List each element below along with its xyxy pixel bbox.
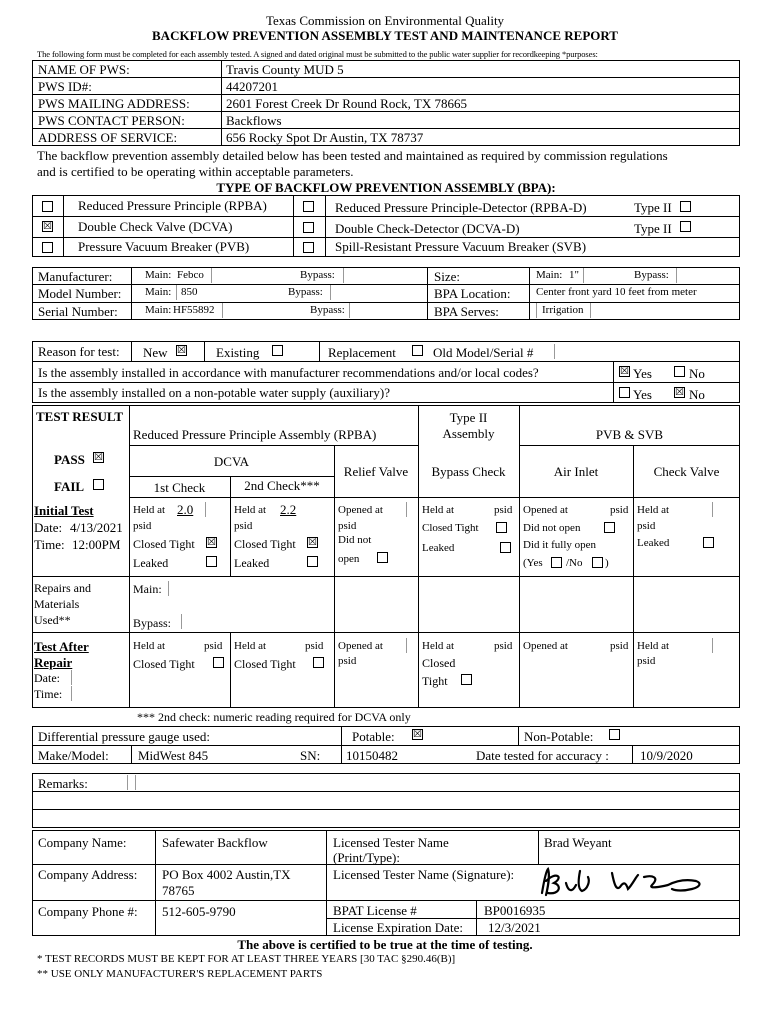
potable-checkbox[interactable]: ☒ xyxy=(413,729,422,740)
relief-did-not-open-checkbox[interactable] xyxy=(377,552,388,563)
size-main-value[interactable]: 1" xyxy=(569,269,579,281)
license-expiration-value[interactable]: 12/3/2021 xyxy=(488,920,541,935)
air-inlet-psid: psid xyxy=(610,504,629,516)
second-check-leaked-checkbox[interactable] xyxy=(307,556,318,567)
second-check-heading: 2nd Check*** xyxy=(244,478,320,493)
q2-yes-label: Yes xyxy=(633,387,652,402)
company-address-line1[interactable]: PO Box 4002 Austin,TX xyxy=(162,867,291,882)
air-inlet-no-label: /No xyxy=(566,557,583,569)
reason-existing-checkbox[interactable] xyxy=(272,345,283,356)
after-check-valve-psid: psid xyxy=(637,655,656,667)
make-model-value[interactable]: MidWest 845 xyxy=(138,748,209,763)
pass-checkbox[interactable]: ☒ xyxy=(94,452,103,463)
tester-signature xyxy=(536,863,716,901)
test-after-repair-line2: Repair xyxy=(34,655,73,670)
check-valve-leaked-checkbox[interactable] xyxy=(703,537,714,548)
service-address-label: ADDRESS OF SERVICE: xyxy=(38,130,178,145)
after-check-valve-held-label: Held at xyxy=(637,640,670,652)
first-check-closed-label: Closed Tight xyxy=(133,537,195,551)
test-result-label: TEST RESULT xyxy=(36,409,124,424)
q2-yes-checkbox[interactable] xyxy=(619,387,630,398)
model-main-value[interactable]: 850 xyxy=(181,286,198,298)
reason-replacement-label: Replacement xyxy=(328,345,396,360)
initial-time-value[interactable]: 12:00PM xyxy=(72,537,121,552)
dcva-d-type2-label: Type II xyxy=(634,221,672,236)
serial-bypass-label: Bypass: xyxy=(310,304,345,316)
test-after-repair-line1: Test After xyxy=(34,639,89,654)
relief-psid: psid xyxy=(338,520,357,532)
air-inlet-opened-label: Opened at xyxy=(523,504,568,516)
pws-mailing-label: PWS MAILING ADDRESS: xyxy=(38,96,190,111)
company-address-label: Company Address: xyxy=(38,867,138,882)
manufacturer-bypass-label: Bypass: xyxy=(300,269,335,281)
q1-yes-label: Yes xyxy=(633,366,652,381)
installation-question: Is the assembly installed in accordance with manufacturer recommendations and/or local codes? xyxy=(38,365,539,380)
relief-opened-label: Opened at xyxy=(338,504,383,516)
after-second-closed-checkbox[interactable] xyxy=(313,657,324,668)
reason-existing-label: Existing xyxy=(216,345,260,360)
first-check-leaked-checkbox[interactable] xyxy=(206,556,217,567)
manufacturer-label: Manufacturer: xyxy=(38,269,113,284)
manufacturer-main-label: Main: xyxy=(145,269,172,281)
dcva-d-type2-checkbox[interactable] xyxy=(680,221,691,232)
after-second-held-label: Held at xyxy=(234,640,267,652)
rpba-d-checkbox[interactable] xyxy=(303,201,314,212)
dcva-footnote: *** 2nd check: numeric reading required for DCVA only xyxy=(137,710,411,724)
first-check-psid: psid xyxy=(133,520,152,532)
bypass-held-label: Held at xyxy=(422,504,455,516)
after-second-closed-label: Closed Tight xyxy=(234,657,296,671)
pws-name-value: Travis County MUD 5 xyxy=(226,62,344,77)
bpa-location-label: BPA Location: xyxy=(434,286,511,301)
bpat-license-label: BPAT License # xyxy=(333,903,417,918)
sn-value[interactable]: 10150482 xyxy=(346,748,398,763)
model-bypass-label: Bypass: xyxy=(288,286,323,298)
bypass-check-heading: Bypass Check xyxy=(431,464,506,479)
after-bypass-closed-label: Closed xyxy=(422,656,456,670)
serial-main-label: Main: xyxy=(145,304,172,316)
manufacturer-main-value[interactable]: Febco xyxy=(177,269,204,281)
first-check-heading: 1st Check xyxy=(153,480,206,495)
pws-id-label: PWS ID#: xyxy=(38,79,92,94)
second-check-held-value[interactable]: 2.2 xyxy=(280,502,297,517)
size-main-label: Main: xyxy=(536,269,563,281)
air-inlet-no-checkbox[interactable] xyxy=(592,557,603,568)
relief-open-label: open xyxy=(338,553,360,565)
nonpotable-checkbox[interactable] xyxy=(609,729,620,740)
after-bypass-psid: psid xyxy=(494,640,513,652)
nonpotable-question: Is the assembly installed on a non-potable water supply (auxiliary)? xyxy=(38,385,390,400)
rpba-d-label: Reduced Pressure Principle-Detector (RPBA-D) xyxy=(335,200,587,215)
air-inlet-yes-no-close: ) xyxy=(605,557,609,569)
second-check-closed-label: Closed Tight xyxy=(234,537,296,551)
air-inlet-yes-checkbox[interactable] xyxy=(551,557,562,568)
certified-statement: The above is certified to be true at the time of testing. xyxy=(237,937,533,952)
pws-name-label: NAME OF PWS: xyxy=(38,62,130,77)
after-bypass-held-label: Held at xyxy=(422,640,455,652)
second-check-held-label: Held at xyxy=(234,504,267,516)
dcva-d-label: Double Check-Detector (DCVA-D) xyxy=(335,221,520,236)
relief-did-not-label: Did not xyxy=(338,534,372,546)
tester-signature-label: Licensed Tester Name (Signature): xyxy=(333,867,515,882)
serial-main-value[interactable]: HF55892 xyxy=(173,304,215,316)
pws-contact-value: Backflows xyxy=(226,113,282,128)
bpa-type-heading: TYPE OF BACKFLOW PREVENTION ASSEMBLY (BPA): xyxy=(216,180,556,195)
after-air-inlet-psid: psid xyxy=(610,640,629,652)
first-check-closed-checkbox[interactable]: ☒ xyxy=(207,537,216,548)
license-expiration-label: License Expiration Date: xyxy=(333,920,463,935)
tester-name-value[interactable]: Brad Weyant xyxy=(544,835,612,850)
accuracy-value[interactable]: 10/9/2020 xyxy=(640,748,693,763)
q2-no-label: No xyxy=(689,387,705,402)
reason-new-checkbox[interactable]: ☒ xyxy=(177,345,186,356)
dcva-heading: DCVA xyxy=(213,454,250,469)
svb-label: Spill-Resistant Pressure Vacuum Breaker (SVB) xyxy=(335,239,587,254)
bpa-location-value[interactable]: Center front yard 10 feet from meter xyxy=(536,286,697,298)
fail-checkbox[interactable] xyxy=(93,479,104,490)
initial-date-label: Date: xyxy=(34,520,63,535)
after-first-closed-label: Closed Tight xyxy=(133,657,195,671)
after-first-closed-checkbox[interactable] xyxy=(213,657,224,668)
serial-number-label: Serial Number: xyxy=(38,304,118,319)
fail-label: FAIL xyxy=(54,479,85,494)
reason-replacement-checkbox[interactable] xyxy=(412,345,423,356)
tester-name-label-line2: (Print/Type): xyxy=(333,850,400,865)
rpba-checkbox[interactable] xyxy=(42,201,53,212)
after-date-label: Date: xyxy=(34,671,60,685)
initial-date-value[interactable]: 4/13/2021 xyxy=(70,520,123,535)
bypass-leaked-label: Leaked xyxy=(422,542,455,554)
records-note: * TEST RECORDS MUST BE KEPT FOR AT LEAST THREE YEARS [30 TAC §290.46(B)] xyxy=(37,953,456,965)
potable-label: Potable: xyxy=(352,729,395,744)
dcva-d-checkbox[interactable] xyxy=(303,222,314,233)
after-time-label: Time: xyxy=(34,687,63,701)
reason-label: Reason for test: xyxy=(38,344,120,359)
agency-name: Texas Commission on Environmental Quality xyxy=(265,13,505,28)
air-inlet-heading: Air Inlet xyxy=(553,464,599,479)
q1-yes-checkbox[interactable]: ☒ xyxy=(620,366,629,377)
q1-no-checkbox[interactable] xyxy=(674,366,685,377)
q1-no-label: No xyxy=(689,366,705,381)
second-check-psid: psid xyxy=(234,520,253,532)
rpba-heading: Reduced Pressure Principle Assembly (RPBA) xyxy=(133,427,377,442)
type2-heading-line1: Type II xyxy=(449,410,488,425)
after-second-psid: psid xyxy=(305,640,324,652)
nonpotable-label: Non-Potable: xyxy=(524,729,594,744)
bpat-license-value[interactable]: BP0016935 xyxy=(484,903,546,918)
check-valve-heading: Check Valve xyxy=(653,464,720,479)
pws-id-value: 44207201 xyxy=(226,79,278,94)
type2-heading-line2: Assembly xyxy=(442,426,495,441)
company-name-label: Company Name: xyxy=(38,835,127,850)
remarks-table xyxy=(32,773,740,828)
pvb-label: Pressure Vacuum Breaker (PVB) xyxy=(78,239,250,254)
accuracy-label: Date tested for accuracy : xyxy=(476,748,609,763)
company-address-line2[interactable]: 78765 xyxy=(162,883,195,898)
first-check-leaked-label: Leaked xyxy=(133,556,169,570)
company-phone-value[interactable]: 512-605-9790 xyxy=(162,904,236,919)
rpba-d-type2-label: Type II xyxy=(634,200,672,215)
pws-mailing-value: 2601 Forest Creek Dr Round Rock, TX 78665 xyxy=(226,96,467,111)
service-address-value: 656 Rocky Spot Dr Austin, TX 78737 xyxy=(226,130,424,145)
repairs-label-line3: Used** xyxy=(34,613,71,627)
bypass-closed-checkbox[interactable] xyxy=(496,522,507,533)
instructions: The following form must be completed for each assembly tested. A signed and dated original must be submitted to the public water supplier for recordkeeping *purposes: xyxy=(37,49,598,59)
after-first-held-label: Held at xyxy=(133,640,166,652)
size-bypass-label: Bypass: xyxy=(634,269,669,281)
check-valve-leaked-label: Leaked xyxy=(637,537,670,549)
report-title: BACKFLOW PREVENTION ASSEMBLY TEST AND MAINTENANCE REPORT xyxy=(152,28,618,43)
after-relief-psid: psid xyxy=(338,655,357,667)
second-check-closed-checkbox[interactable]: ☒ xyxy=(308,537,317,548)
remarks-label: Remarks: xyxy=(38,776,88,791)
relief-valve-heading: Relief Valve xyxy=(343,464,409,479)
company-phone-label: Company Phone #: xyxy=(38,904,138,919)
company-name-value[interactable]: Safewater Backflow xyxy=(162,835,268,850)
rpba-label: Reduced Pressure Principle (RPBA) xyxy=(78,198,267,213)
air-inlet-did-not-open-checkbox[interactable] xyxy=(604,522,615,533)
after-first-psid: psid xyxy=(204,640,223,652)
repairs-main-label: Main: xyxy=(133,582,162,596)
pws-contact-label: PWS CONTACT PERSON: xyxy=(38,113,185,128)
air-inlet-did-not-open-label: Did not open xyxy=(523,522,581,534)
initial-time-label: Time: xyxy=(34,537,65,552)
initial-test-label: Initial Test xyxy=(34,503,94,518)
tester-name-label-line1: Licensed Tester Name xyxy=(333,835,449,850)
model-number-label: Model Number: xyxy=(38,286,122,301)
bpa-serves-label: BPA Serves: xyxy=(434,304,499,319)
bypass-leaked-checkbox[interactable] xyxy=(500,542,511,553)
bypass-psid: psid xyxy=(494,504,513,516)
repairs-label-line1: Repairs and xyxy=(34,581,91,595)
after-bypass-tight-label: Tight xyxy=(422,674,448,688)
rpba-d-type2-checkbox[interactable] xyxy=(680,201,691,212)
reason-new-label: New xyxy=(143,345,168,360)
make-model-label: Make/Model: xyxy=(38,748,109,763)
size-label: Size: xyxy=(434,269,460,284)
second-check-leaked-label: Leaked xyxy=(234,556,270,570)
svb-checkbox[interactable] xyxy=(303,242,314,253)
dcva-label: Double Check Valve (DCVA) xyxy=(78,219,233,234)
check-valve-psid: psid xyxy=(637,520,656,532)
after-bypass-closed-checkbox[interactable] xyxy=(461,674,472,685)
certification-statement-line2: and is certified to be operating within acceptable parameters. xyxy=(37,164,354,179)
repairs-label-line2: Materials xyxy=(34,597,80,611)
check-valve-held-label: Held at xyxy=(637,504,670,516)
air-inlet-fully-open-label: Did it fully open xyxy=(523,539,597,551)
pvb-checkbox[interactable] xyxy=(42,242,53,253)
model-main-label: Main: xyxy=(145,286,172,298)
q2-no-checkbox[interactable]: ☒ xyxy=(675,387,684,398)
gauge-label: Differential pressure gauge used: xyxy=(38,729,210,744)
first-check-held-label: Held at xyxy=(133,504,166,516)
repairs-bypass-label: Bypass: xyxy=(133,616,172,630)
old-model-serial-label: Old Model/Serial # xyxy=(433,345,534,360)
pvb-svb-heading: PVB & SVB xyxy=(595,427,664,442)
sn-label: SN: xyxy=(300,748,321,763)
after-air-inlet-opened-label: Opened at xyxy=(523,640,568,652)
parts-note: ** USE ONLY MANUFACTURER'S REPLACEMENT PARTS xyxy=(37,968,323,980)
bypass-closed-label: Closed Tight xyxy=(422,522,479,534)
certification-statement-line1: The backflow prevention assembly detailed below has been tested and maintained as required by commission regulations xyxy=(37,148,668,163)
pass-label: PASS xyxy=(54,452,85,467)
after-relief-opened-label: Opened at xyxy=(338,640,383,652)
air-inlet-yes-label: (Yes xyxy=(523,557,543,569)
dcva-checkbox[interactable]: ☒ xyxy=(43,221,52,232)
first-check-held-value[interactable]: 2.0 xyxy=(177,502,194,517)
bpa-serves-value[interactable]: Irrigation xyxy=(542,304,584,316)
